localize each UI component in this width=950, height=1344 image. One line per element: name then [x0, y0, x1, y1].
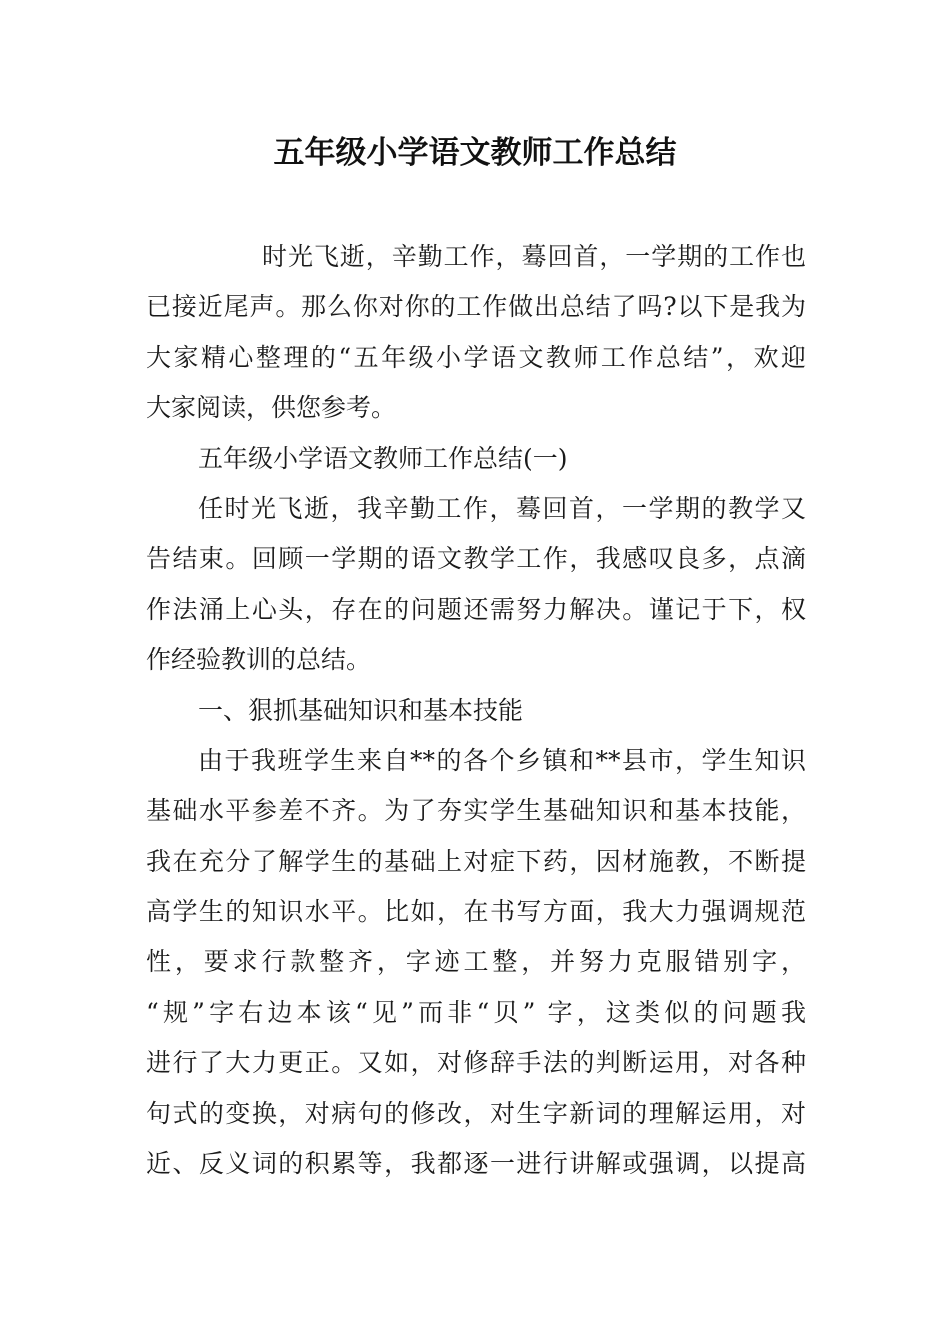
- section-heading: 五年级小学语文教师工作总结(一): [198, 443, 568, 473]
- paragraph-line: 时光飞逝，辛勤工作，蓦回首，一学期的工作也: [262, 242, 806, 271]
- paragraph-line: 作法涌上心头，存在的问题还需努力解决。谨记于下，权: [146, 594, 806, 624]
- section-heading: 一、狠抓基础知识和基本技能: [198, 695, 524, 725]
- paragraph-line: 近、反义词的积累等，我都逐一进行讲解或强调，以提高: [146, 1149, 806, 1179]
- paragraph-line: 大家阅读，供您参考。: [146, 393, 397, 423]
- paragraph-line: 大家精心整理的“五年级小学语文教师工作总结”，欢迎: [146, 342, 806, 372]
- document-body: [146, 232, 806, 1189]
- paragraph-line: 进行了大力更正。又如，对修辞手法的判断运用，对各种: [146, 1048, 806, 1078]
- paragraph-line: 告结束。回顾一学期的语文教学工作，我感叹良多，点滴: [146, 544, 806, 574]
- paragraph-line: 作经验教训的总结。: [146, 645, 372, 675]
- paragraph-line: 基础水平参差不齐。为了夯实学生基础知识和基本技能，: [146, 796, 806, 826]
- paragraph-line: 已接近尾声。那么你对你的工作做出总结了吗?以下是我为: [146, 292, 806, 322]
- paragraph-line: 高学生的知识水平。比如，在书写方面，我大力强调规范: [146, 897, 806, 927]
- paragraph-line: 由于我班学生来自**的各个乡镇和**县市，学生知识: [198, 745, 806, 775]
- document-title: 五年级小学语文教师工作总结: [273, 135, 677, 171]
- paragraph-line: “规”字右边本该“见”而非“贝” 字，这类似的问题我: [146, 997, 806, 1027]
- paragraph-line: 我在充分了解学生的基础上对症下药，因材施教，不断提: [146, 846, 806, 876]
- paragraph-line: 任时光飞逝，我辛勤工作，蓦回首，一学期的教学又: [198, 493, 806, 523]
- paragraph-line: 性，要求行款整齐，字迹工整，并努力克服错别字，: [146, 947, 806, 977]
- paragraph-line: 句式的变换，对病句的修改，对生字新词的理解运用，对: [146, 1098, 806, 1128]
